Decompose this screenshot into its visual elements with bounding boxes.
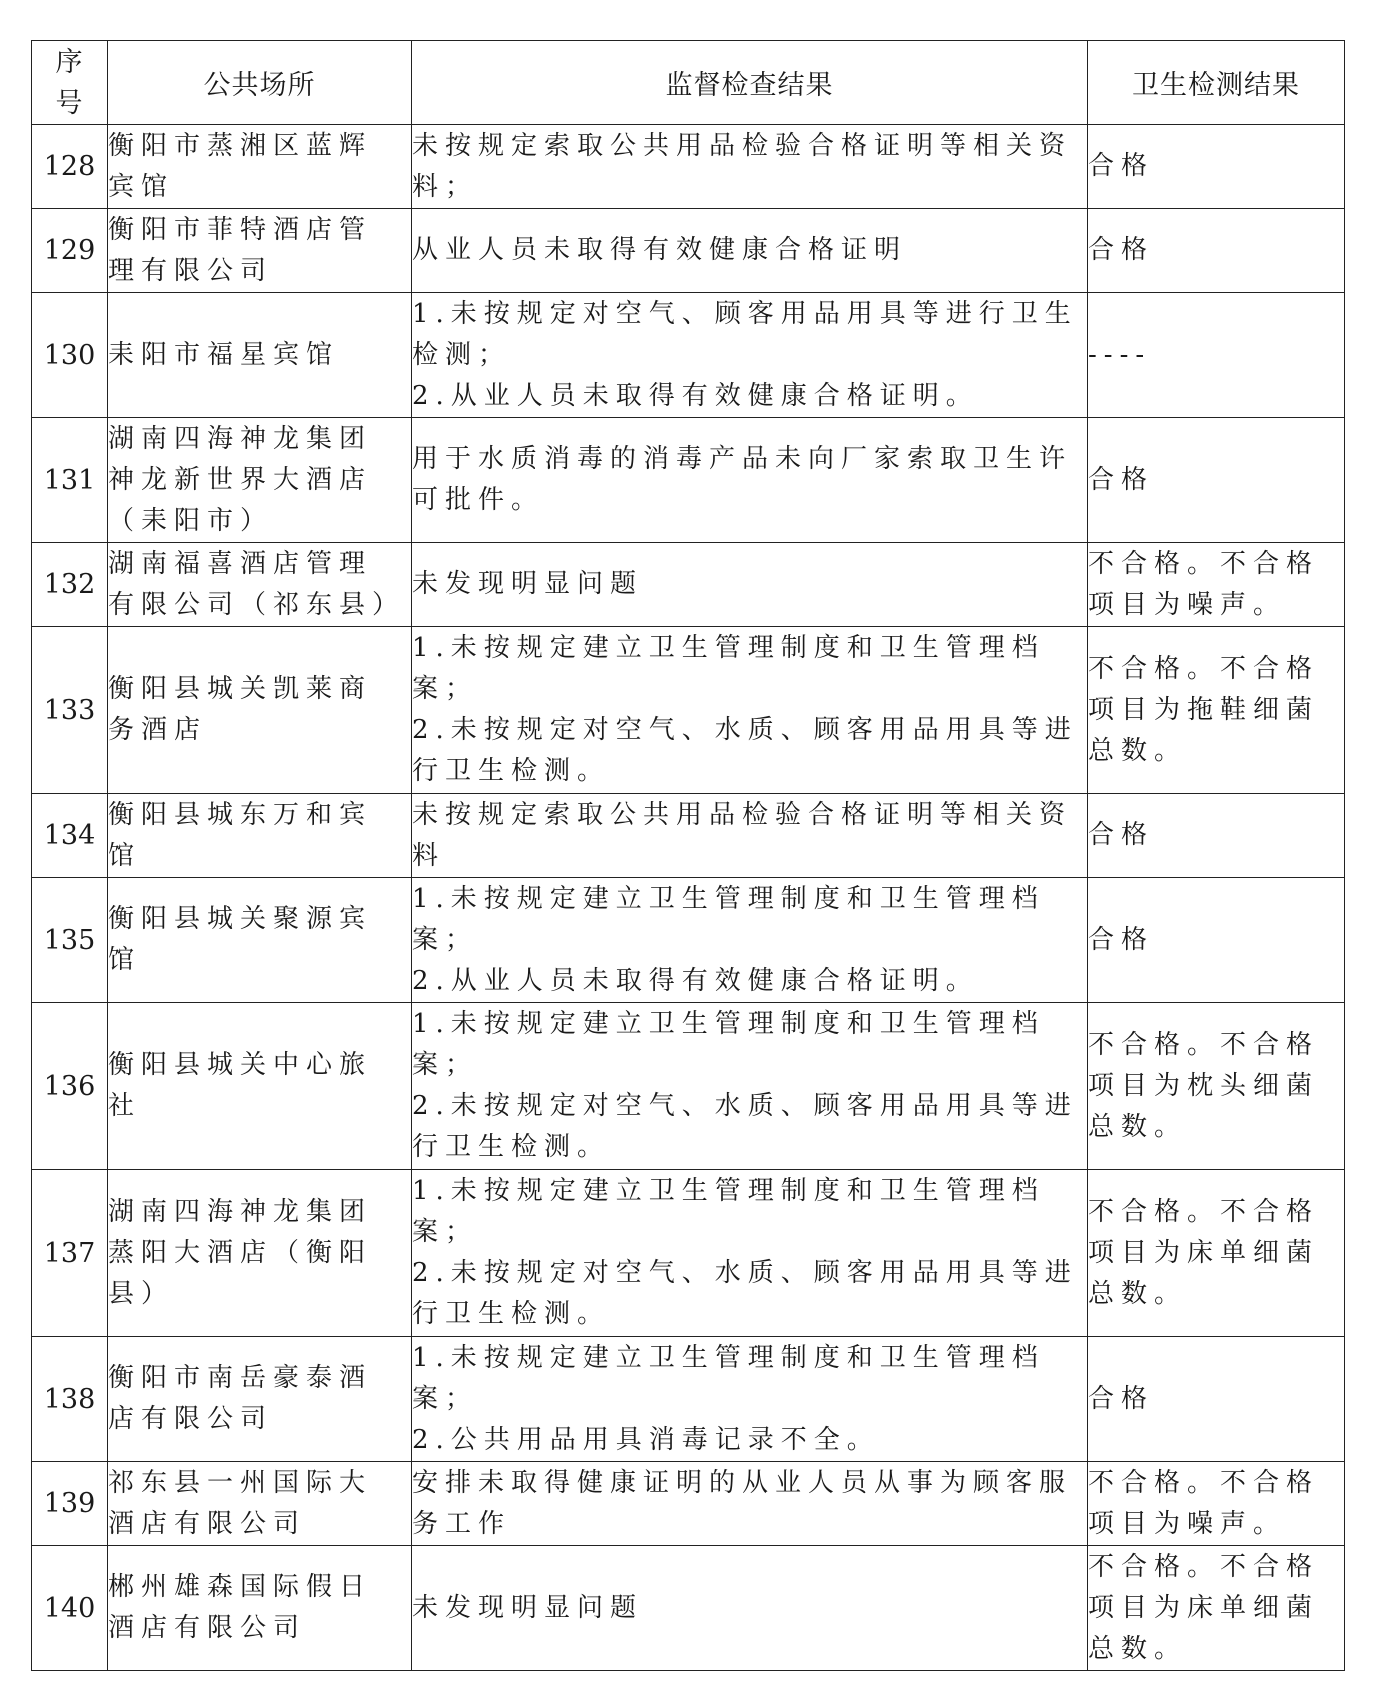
place-name-cell: 衡阳市蒸湘区蓝辉 宾馆	[108, 125, 412, 209]
serial-number-cell: 140	[32, 1546, 108, 1671]
serial-number-cell: 133	[32, 627, 108, 794]
table-row	[32, 418, 1345, 543]
test-result-cell: 不合格。不合格 项目为床单细菌 总数。	[1088, 1170, 1345, 1337]
table-row	[32, 543, 1345, 627]
table-row	[32, 1170, 1345, 1337]
header-inspection-result: 监督检查结果	[412, 41, 1088, 125]
table-row	[32, 627, 1345, 794]
place-name-cell: 湖南四海神龙集团 神龙新世界大酒店 （耒阳市）	[108, 418, 412, 543]
table-row	[32, 293, 1345, 418]
place-name-cell: 湖南福喜酒店管理 有限公司（祁东县）	[108, 543, 412, 627]
test-result-cell: 不合格。不合格 项目为噪声。	[1088, 1462, 1345, 1546]
serial-number-cell: 137	[32, 1170, 108, 1337]
inspection-result-cell: 1.未按规定建立卫生管理制度和卫生管理档 案； 2.从业人员未取得有效健康合格证明。	[412, 878, 1088, 1003]
serial-number-cell: 138	[32, 1337, 108, 1462]
header-serial-number: 序 号	[32, 41, 108, 125]
place-name-cell: 郴州雄森国际假日 酒店有限公司	[108, 1546, 412, 1671]
test-result-cell: 合格	[1088, 878, 1345, 1003]
serial-number-cell: 132	[32, 543, 108, 627]
inspection-result-cell: 1.未按规定建立卫生管理制度和卫生管理档 案； 2.未按规定对空气、水质、顾客用品用具等进 行卫生检测。	[412, 1170, 1088, 1337]
place-name-cell: 衡阳市南岳豪泰酒 店有限公司	[108, 1337, 412, 1462]
test-result-cell: 不合格。不合格 项目为噪声。	[1088, 543, 1345, 627]
header-hygiene-test-result: 卫生检测结果	[1088, 41, 1345, 125]
table-row	[32, 794, 1345, 878]
inspection-result-cell: 1.未按规定建立卫生管理制度和卫生管理档 案； 2.公共用品用具消毒记录不全。	[412, 1337, 1088, 1462]
table-header-row	[32, 41, 1345, 125]
place-name-cell: 衡阳县城关凯莱商 务酒店	[108, 627, 412, 794]
inspection-result-cell: 1.未按规定建立卫生管理制度和卫生管理档 案； 2.未按规定对空气、水质、顾客用品用具等进 行卫生检测。	[412, 1003, 1088, 1170]
test-result-cell: 合格	[1088, 209, 1345, 293]
serial-number-cell: 130	[32, 293, 108, 418]
place-name-cell: 湖南四海神龙集团 蒸阳大酒店（衡阳 县）	[108, 1170, 412, 1337]
table-row	[32, 125, 1345, 209]
place-name-cell: 衡阳县城关聚源宾 馆	[108, 878, 412, 1003]
table-row	[32, 1462, 1345, 1546]
place-name-cell: 衡阳县城东万和宾 馆	[108, 794, 412, 878]
inspection-result-cell: 未按规定索取公共用品检验合格证明等相关资 料	[412, 794, 1088, 878]
place-name-cell: 耒阳市福星宾馆	[108, 293, 412, 418]
test-result-cell: 合格	[1088, 418, 1345, 543]
table-row	[32, 1337, 1345, 1462]
place-name-cell: 衡阳县城关中心旅 社	[108, 1003, 412, 1170]
serial-number-cell: 139	[32, 1462, 108, 1546]
table-row	[32, 1546, 1345, 1671]
inspection-result-cell: 用于水质消毒的消毒产品未向厂家索取卫生许 可批件。	[412, 418, 1088, 543]
test-result-cell: 合格	[1088, 125, 1345, 209]
test-result-cell: 合格	[1088, 794, 1345, 878]
serial-number-cell: 129	[32, 209, 108, 293]
inspection-result-cell: 未发现明显问题	[412, 543, 1088, 627]
place-name-cell: 衡阳市菲特酒店管 理有限公司	[108, 209, 412, 293]
table-row	[32, 209, 1345, 293]
place-name-cell: 祁东县一州国际大 酒店有限公司	[108, 1462, 412, 1546]
inspection-result-cell: 1.未按规定建立卫生管理制度和卫生管理档 案； 2.未按规定对空气、水质、顾客用品用具等进 行卫生检测。	[412, 627, 1088, 794]
serial-number-cell: 131	[32, 418, 108, 543]
table-row	[32, 1003, 1345, 1170]
inspection-result-cell: 1.未按规定对空气、顾客用品用具等进行卫生 检测； 2.从业人员未取得有效健康合格证明。	[412, 293, 1088, 418]
serial-number-cell: 136	[32, 1003, 108, 1170]
test-result-cell: 合格	[1088, 1337, 1345, 1462]
serial-number-cell: 135	[32, 878, 108, 1003]
serial-number-cell: 134	[32, 794, 108, 878]
inspection-result-cell: 安排未取得健康证明的从业人员从事为顾客服 务工作	[412, 1462, 1088, 1546]
serial-number-cell: 128	[32, 125, 108, 209]
inspection-result-cell: 未按规定索取公共用品检验合格证明等相关资 料；	[412, 125, 1088, 209]
test-result-cell: 不合格。不合格 项目为枕头细菌 总数。	[1088, 1003, 1345, 1170]
inspection-result-cell: 未发现明显问题	[412, 1546, 1088, 1671]
test-result-cell: ----	[1088, 293, 1345, 418]
inspection-result-cell: 从业人员未取得有效健康合格证明	[412, 209, 1088, 293]
test-result-cell: 不合格。不合格 项目为拖鞋细菌 总数。	[1088, 627, 1345, 794]
test-result-cell: 不合格。不合格 项目为床单细菌 总数。	[1088, 1546, 1345, 1671]
table-row	[32, 878, 1345, 1003]
inspection-results-table	[31, 40, 1345, 1671]
header-public-place: 公共场所	[108, 41, 412, 125]
